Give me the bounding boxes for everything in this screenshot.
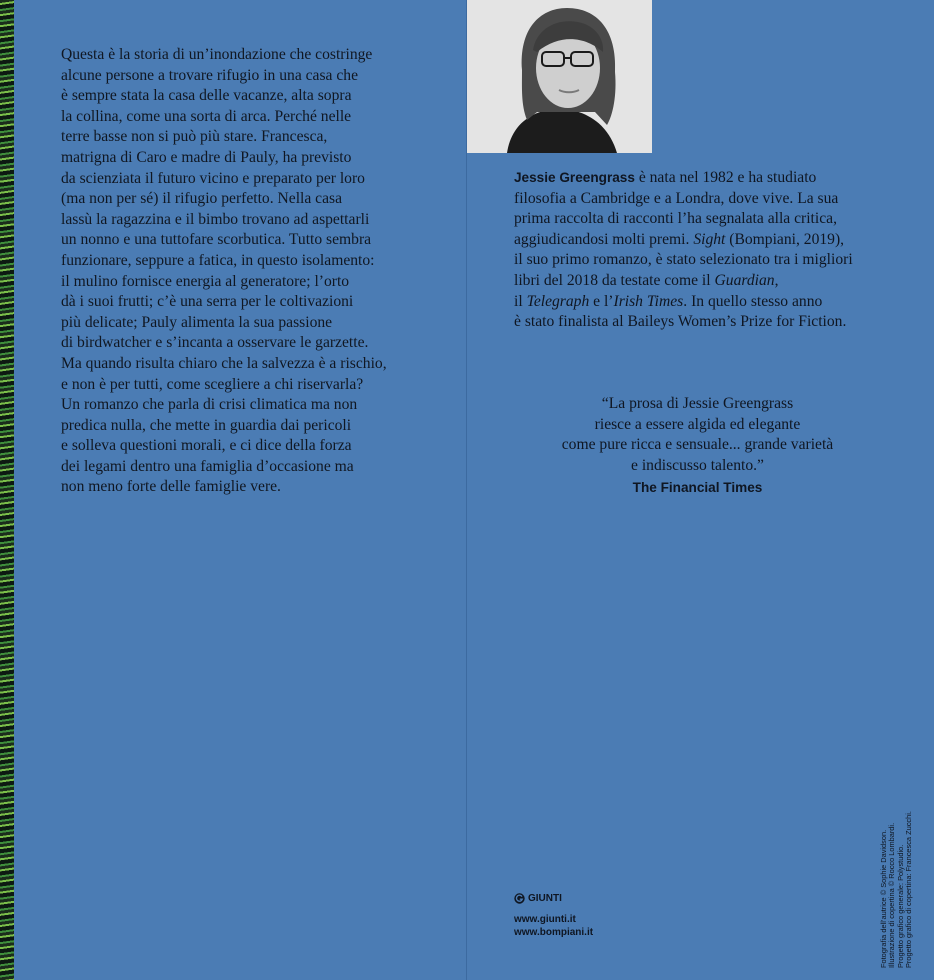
- newspaper-telegraph: Telegraph: [526, 292, 590, 310]
- synopsis: [61, 45, 421, 498]
- bio-text: libri del 2018 da testate come il: [514, 271, 711, 289]
- quote-line: “La prosa di Jessie Greengrass: [601, 395, 794, 412]
- synopsis-line: è sempre stata la casa delle vacanze, alta sopra: [61, 87, 352, 105]
- publisher-name: GIUNTI: [528, 893, 562, 904]
- synopsis-line: non meno forte delle famiglie vere.: [61, 478, 281, 496]
- bio-text: aggiudicandosi molti premi.: [514, 230, 690, 248]
- image-credits: [880, 811, 913, 968]
- synopsis-line: terre basse non si può più stare. Francesca,: [61, 128, 328, 146]
- bio-text: ,: [774, 271, 779, 289]
- synopsis-line: alcune persone a trovare rifugio in una casa che: [61, 66, 359, 84]
- credit-line: Fotografia dell’autrice © Sophie Davidson.: [879, 829, 888, 968]
- url-bompiani[interactable]: www.bompiani.it: [514, 927, 594, 938]
- bio-line: [514, 230, 884, 251]
- credit-line: Progetto grafico generale: Polystudio.: [895, 844, 905, 968]
- publisher-logo: [514, 893, 562, 904]
- quote-line: e indiscusso talento.”: [631, 456, 764, 474]
- bio-text: . In quello stesso anno: [683, 292, 823, 310]
- author-photo: [467, 0, 652, 153]
- newspaper-guardian: Guardian: [714, 271, 775, 289]
- credit-line: Progetto grafico di copertina: Francesca Zucchi.: [903, 811, 913, 968]
- synopsis-line: predica nulla, che mette in guardia dai pericoli: [61, 416, 352, 434]
- bio-text: è nata nel 1982 e ha studiato: [634, 169, 817, 186]
- press-quote: [500, 394, 895, 499]
- book-title-sight: Sight: [693, 230, 726, 248]
- synopsis-line: Questa è la storia di un’inondazione che costringe: [61, 46, 373, 63]
- credit-line: Illustrazione di copertina © Rocco Lombardi.: [887, 822, 897, 968]
- newspaper-irish-times: Irish Times: [613, 292, 684, 310]
- giunti-g-icon: [514, 893, 525, 904]
- synopsis-line: dà i suoi frutti; c’è una serra per le coltivazioni: [61, 293, 354, 311]
- synopsis-line: il mulino fornisce energia al generatore; l’orto: [61, 272, 350, 290]
- synopsis-line: dei legami dentro una famiglia d’occasione ma: [61, 457, 354, 475]
- bio-line: filosofia a Cambridge e a Londra, dove vive. La sua: [514, 189, 839, 207]
- synopsis-line: Un romanzo che parla di crisi climatica ma non: [61, 396, 358, 414]
- quote-line: riesce a essere algida ed elegante: [594, 415, 801, 433]
- author-bio: [514, 168, 884, 333]
- front-cover-illustration-edge: [0, 0, 14, 980]
- bio-line: [514, 292, 884, 313]
- synopsis-line: da scienziata il futuro vicino e preparato per loro: [61, 169, 365, 187]
- bio-line: prima raccolta di racconti l’ha segnalata alla critica,: [514, 210, 837, 228]
- quote-source: The Financial Times: [632, 480, 763, 496]
- bio-line: [514, 271, 884, 292]
- synopsis-line: Ma quando risulta chiaro che la salvezza è a rischio,: [61, 354, 387, 372]
- synopsis-line: un nonno e una tuttofare scorbutica. Tutto sembra: [61, 231, 372, 249]
- quote-line: come pure ricca e sensuale... grande varietà: [561, 436, 834, 454]
- synopsis-line: matrigna di Caro e madre di Pauly, ha previsto: [61, 148, 352, 166]
- author-name: Jessie Greengrass: [514, 170, 635, 185]
- synopsis-line: più delicate; Pauly alimenta la sua passione: [61, 313, 333, 331]
- bio-line: è stato finalista al Baileys Women’s Prize for Fiction.: [514, 313, 847, 331]
- synopsis-line: la collina, come una sorta di arca. Perché nelle: [61, 107, 352, 125]
- synopsis-line: e solleva questioni morali, e ci dice della forza: [61, 437, 352, 455]
- bio-text: (Bompiani, 2019),: [725, 230, 845, 248]
- synopsis-line: e non è per tutti, come scegliere a chi riservarla?: [61, 375, 364, 393]
- synopsis-line: di birdwatcher e s’incanta a osservare le garzette.: [61, 334, 369, 352]
- author-portrait-image: [467, 0, 652, 153]
- url-giunti[interactable]: www.giunti.it: [514, 914, 576, 925]
- publisher-urls: [514, 913, 593, 939]
- bio-text: il: [514, 292, 523, 310]
- bio-line: [514, 168, 884, 189]
- bio-line: il suo primo romanzo, è stato selezionato tra i migliori: [514, 251, 853, 269]
- synopsis-line: lassù la ragazzina e il bimbo trovano ad aspettarli: [61, 210, 370, 228]
- bio-text: e l’: [589, 292, 614, 310]
- synopsis-line: (ma non per sé) il rifugio perfetto. Nella casa: [61, 190, 343, 208]
- synopsis-line: funzionare, seppure a fatica, in questo isolamento:: [61, 251, 375, 269]
